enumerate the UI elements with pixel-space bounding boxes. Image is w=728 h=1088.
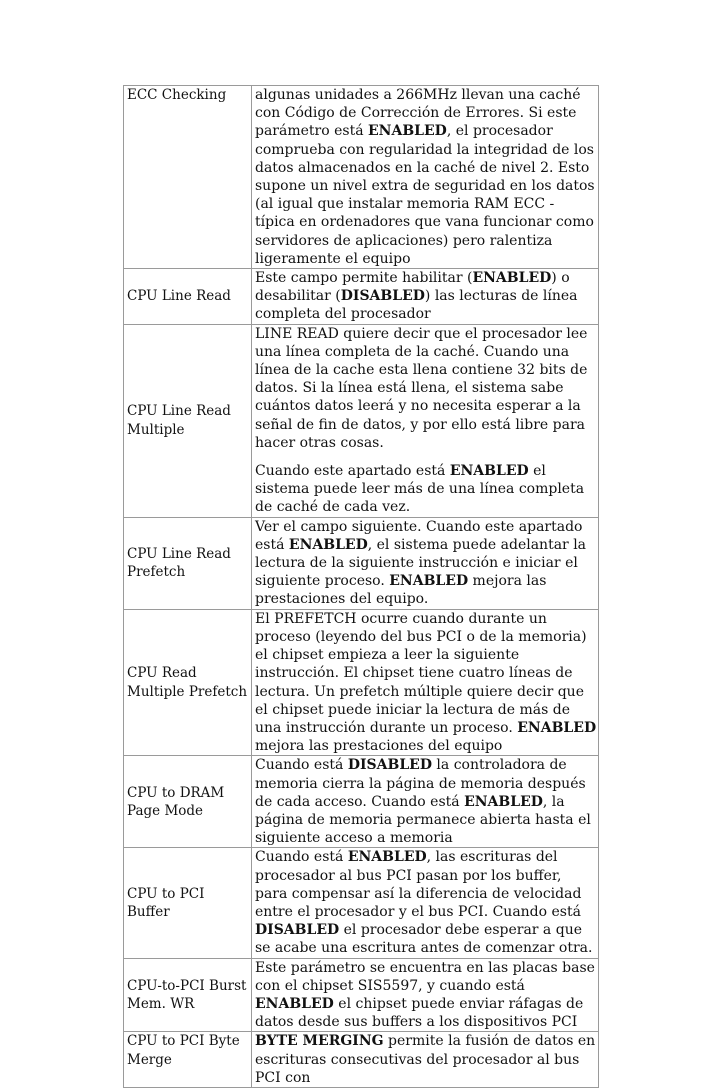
- setting-description: [252, 609, 599, 756]
- keyword-text: ENABLED: [389, 573, 469, 590]
- setting-name: CPU Read Multiple Prefetch: [124, 609, 252, 756]
- description-text: ) o desabilitar (: [255, 270, 570, 305]
- description-text: el procesador debe esperar a que se acabe una escritura antes de comenzar otra.: [255, 922, 593, 957]
- description-text: LINE READ quiere decir que el procesador lee una línea completa de la caché. Cuando una línea de la cache esta llena contiene 32 bits de datos. Si la línea está llena, el sistema sabe cuántos datos leerá y no necesita esperar a la señal de fin de datos, y por ello está libre para hacer otras cosas.: [255, 325, 588, 451]
- description-text: Este campo permite habilitar (: [255, 270, 473, 287]
- setting-name: CPU Line Read: [124, 269, 252, 325]
- table-row: [124, 1032, 599, 1088]
- description-text: mejora las prestaciones del equipo: [255, 738, 503, 755]
- table-row: [124, 86, 599, 269]
- description-paragraph: [255, 462, 597, 517]
- keyword-text: ENABLED: [255, 995, 334, 1012]
- table-row: [124, 848, 599, 958]
- description-text: , el procesador comprueba con regularidad la integridad de los datos almacenados en la caché de nivel 2. Esto supone un nivel extra de seguridad en los datos (al igual que instalar memoria RAM ECC - típica en ordenadores que vana funcionar como servidores de aplicaciones) pero ralentiza ligeramente el equipo: [255, 123, 595, 267]
- description-text: Este parámetro se encuentra en las placas base con el chipset SIS5597, y cuando está: [255, 959, 595, 994]
- setting-description: [252, 86, 599, 269]
- setting-name: CPU-to-PCI Burst Mem. WR: [124, 958, 252, 1032]
- description-paragraph: [255, 269, 597, 324]
- table-row: [124, 269, 599, 325]
- description-text: Cuando está: [255, 757, 348, 774]
- setting-description: [252, 958, 599, 1032]
- setting-name: CPU Line Read Multiple: [124, 324, 252, 517]
- setting-name: CPU Line Read Prefetch: [124, 517, 252, 609]
- description-text: , las escrituras del procesador al bus PCI pasan por los buffer, para compensar así la diferencia de velocidad entre el procesador y el bus PCI. Cuando está: [255, 849, 582, 920]
- keyword-text: DISABLED: [340, 288, 425, 305]
- setting-description: [252, 324, 599, 517]
- description-text: Cuando este apartado está: [255, 463, 450, 480]
- table-row: [124, 958, 599, 1032]
- table-row: [124, 756, 599, 848]
- description-text: Ver el campo siguiente. Cuando este apartado está: [255, 518, 583, 553]
- setting-description: [252, 1032, 599, 1088]
- description-paragraph: [255, 86, 597, 268]
- keyword-text: ENABLED: [288, 536, 368, 553]
- setting-description: [252, 756, 599, 848]
- keyword-text: ENABLED: [347, 849, 427, 866]
- table-body: [124, 86, 599, 1088]
- description-text: algunas unidades a 266MHz llevan una caché con Código de Corrección de Errores. Si este parámetro está: [255, 87, 581, 140]
- setting-name: CPU to PCI Byte Merge: [124, 1032, 252, 1088]
- bios-settings-table: [123, 85, 599, 1088]
- description-paragraph: [255, 610, 597, 756]
- setting-description: [252, 517, 599, 609]
- keyword-text: DISABLED: [347, 757, 432, 774]
- description-text: mejora las prestaciones del equipo.: [255, 573, 547, 608]
- description-text: la controladora de memoria cierra la página de memoria después de cada acceso. Cuando está: [255, 757, 586, 810]
- keyword-text: ENABLED: [517, 719, 597, 736]
- setting-name: CPU to DRAM Page Mode: [124, 756, 252, 848]
- keyword-text: ENABLED: [368, 123, 447, 140]
- keyword-text: ENABLED: [449, 463, 529, 480]
- description-text: el sistema puede leer más de una línea completa de caché de cada vez.: [255, 463, 585, 516]
- description-text: el chipset puede enviar ráfagas de datos desde sus buffers a los dispositivos PCI: [255, 995, 584, 1031]
- description-text: Cuando está: [255, 849, 348, 866]
- description-paragraph: [255, 1032, 597, 1087]
- keyword-text: ENABLED: [472, 270, 552, 287]
- keyword-text: BYTE MERGING: [255, 1033, 384, 1050]
- table-row: [124, 517, 599, 609]
- description-text: , la página de memoria permanece abierta hasta el siguiente acceso a memoria: [255, 793, 591, 847]
- description-text: ) las lecturas de línea completa del procesador: [255, 288, 578, 323]
- setting-name: CPU to PCI Buffer: [124, 848, 252, 958]
- description-text: El PREFETCH ocurre cuando durante un proceso (leyendo del bus PCI o de la memoria) el chipset empieza a leer la siguiente instrucción. El chipset tiene cuatro líneas de lectura. Un prefetch múltiple quiere decir que el chipset puede iniciar la lectura de más de una instrucción durante un proceso.: [255, 610, 587, 736]
- table-row: [124, 324, 599, 517]
- description-paragraph: [255, 325, 597, 452]
- keyword-text: ENABLED: [464, 793, 543, 810]
- setting-description: [252, 848, 599, 958]
- description-paragraph: [255, 848, 597, 957]
- keyword-text: DISABLED: [255, 922, 340, 939]
- description-text: , el sistema puede adelantar la lectura de la siguiente instrucción e iniciar el siguiente proceso.: [255, 536, 587, 590]
- description-text: permite la fusión de datos en escrituras consecutivas del procesador al bus PCI con: [255, 1033, 596, 1086]
- description-paragraph: [255, 959, 597, 1032]
- setting-name: ECC Checking: [124, 86, 252, 269]
- description-paragraph: [255, 756, 597, 847]
- setting-description: [252, 269, 599, 325]
- table-row: [124, 609, 599, 756]
- description-paragraph: [255, 518, 597, 609]
